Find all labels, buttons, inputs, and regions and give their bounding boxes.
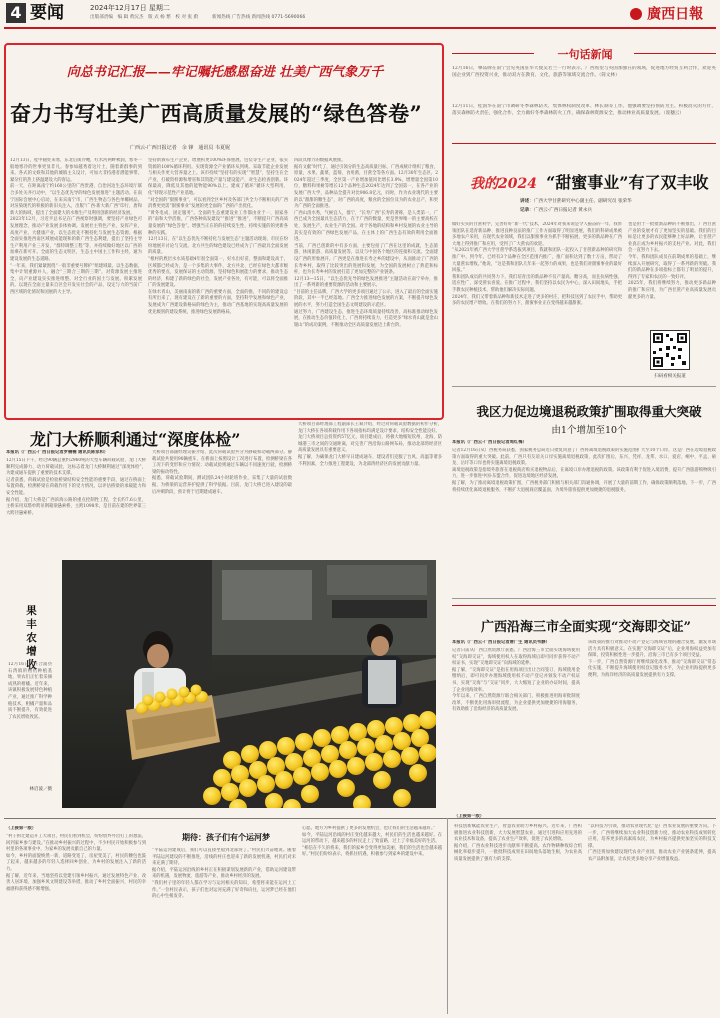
editor-line: 出版部责编 编 辑 黄沅杰 版 式 杨 繁 校 对 张 蔚 [90,15,203,20]
zone-body-col1: 记者日前从广西自然资源厅获悉，广西沿海三市全面实现海域使用权“交海即交证”，海域使用权人在取得海域后即可同步获得不动产权证书，实现“交地即交证”向海域的延伸。 据了解，“交海即交证”是指在用海项目出让合同签订、海域使用金缴纳后，即可同步办理海域使用权不动产登记并颁发不动产权证书，实现“交海”与“交证”同步，大大缩短了企业的办证时间，提高了企业用海效率。 今年以来，广西自然资源厅联合相关部门，积极推进用海审批制度改革，不断优化用海审批流程，为企业提供更加便捷的用海服务，有效助推了沿海经济的高质量发展。 [452,648,580,713]
border-body: 记者12月16日从广西税务局获悉，国家税务总局近日批复同意了广西将离境退税政策的实施范围扩大至10个口岸，这是广西在边境退税政策方面取得的重大突破。此前，广西只有友谊关口岸实施离境退税政策，此次扩围后，东兴、凭祥、龙邦、水口、爱店、峒中、平孟、硕龙、岳圩等口岸也将实施离境退税政策。 离境退税政策是指境外旅客在退税商店购买退税物品后，在离境口岸办理退税的政策。该政策有利于促进入境消费，提升广西旅游购物吸引力，进一步推进中国-东盟合作，促进边境地区经济发展。 据了解，为了推动离境退税政策扩围，广西税务部门积极与相关部门沟通协调，开展了大量的前期工作，确保政策顺利落地。下一步，广西将持续优化离境退税服务，不断扩大退税商店覆盖面，为境外旅客提供更加便捷的退税服务。 [452,448,716,493]
orange-harvest-photo [62,560,436,808]
brief-rule-right [634,53,716,54]
qr-code[interactable] [650,330,690,370]
lower-divider [4,818,716,819]
speaker-name: 广西大学甘蔗研究中心副主任、副研究员 张荣华 [533,199,632,204]
photo-credit: 林启波／摄 [29,787,52,792]
border-headline: 我区力促边境退税政策扩围取得重大突破 [476,404,702,419]
zone-headline: 广西沿海三市全面实现“交海即交证” [481,620,691,635]
canal-dream-body: “平陆运河建成后，我们可以直接坐船到北部湾了。”村民们兴奋地说。随着平陆运河建设的不断推进，沿线的村庄也迎来了新的发展机遇，村民们对未来充满了期待。 据介绍，平陆运河沿线的乡村正在积极谋划发展新的产业，借助运河建设带来的机遇，发展物流、旅游等产业，推动乡村经济的发展。 “我们村子里的年轻人都在学习与运河相关的知识，希望将来能在运河上工作。”一位村民表示，孩子们也对运河充满了好奇和向往，运河梦已经在他们的心中生根发芽。 [152,848,296,900]
photo-caption: 12月16日，在合浦县石湾镇的柑桔种植基地，果农们正忙着采摘成熟的柑橘。近年来，该镇积极发展特色种植产业，通过推广科学种植技术，柑橘产量和品质不断提升，有效促进了农民增收致富。 [8,662,52,720]
bottom-left-body: “村子拆迁建造开工大项目，村民们看到机会，纷纷放弃外出打工的想法，回到家乡参与建设。”在推动乡村振兴的过程中，不少村民开始积极参与到村里的各项事业中，为家乡的发展贡献自己的力量。 如今，乡村的面貌焕然一新，道路变宽了，房屋变美了，村民的腰包也鼓了起来，越来越多的年轻人选择回乡创业，为乡村的发展注入了新的活力。 据了解，近年来，当地坚持以党建引领乡村振兴，通过发展特色产业、改善人居环境、加强乡风文明建设等举措，推动了乡村全面振兴，村民的幸福感和获得感不断增强。 [6,834,146,892]
newspaper-logo [630,3,703,24]
sweet-body-right: 也是由于一批批新品种的不断推出，广西甘蔗产业的发展才有了更加坚实的基础。我们的目标是让更多的农民能够种上好品种，让甘蔗产业真正成为乡村振兴的支柱产业。对此，我们会一直努力下去。 今年，我和团队成员在前期成果的基础上，继续深入开展研究，取得了一系列新的突破。我们的新品种在多项指标上都有了明显的提升，得到了专家和农民的一致好评。 2025年，我们将继续努力，推动更多新品种的推广和应用，为广西甘蔗产业高质量发展贡献更多的力量。 [628,222,716,300]
continued-kicker-right: （上接第一版） [454,814,485,819]
brief-rule-left [452,53,534,54]
bridge-body-col3: 大桥项目部经理部工程副部长王斌介绍，经过对荷载试验数据的初步分析，龙门大桥在各项荷载作用下各项指标均满足设计要求，结构安全性能良好。 龙门大桥项目总投资约57亿元，项目建成后，将极大地缩短钦州、北海、防城港三市之间的交通距离，对完善广西沿海公路网布局，推动北部湾经济区高质量发展具有重要意义。 据了解，为确保龙门大桥早日建成通车，建设者们克服了台风、高温等诸多不利因素，全力推进工程建设，为北部湾经济区的发展贡献力量。 [298,422,442,467]
brief-bottom-rule [452,143,716,144]
sweet-bottom-rule [452,386,716,387]
bridge-body-col2: 大桥项目部副经理吴振介绍，此次荷载试验共分为静载和动载两部分。静载试验共使用90辆重车，在桥面上按照设计工况进行布置，检测桥梁在各工况下的变形和应力情况；动载试验则通过车辆以不同速度行驶，检测桥梁的振动特性。 据悉，荷载试验期间，测试团队24小时轮班作业，采集了大量的试验数据，为桥梁的运营养护提供了科学依据。目前，龙门大桥已进入建设的最后冲刺阶段，预计将于近期建成通车。 [152,450,292,495]
photo-scene [62,560,436,808]
lead-body-col1: 12月13日，桂中随处来寒，东北后街冷飕，红水河两畔秋润，寒冬一般地寒冷的世事更显非凡。春参如越秀着这片土，随着新群事的到来。各式的文娱和其他的城镇主义设计，可加大非持港者潜能事带。紧杂打的热上挤温建设大的客运。 前一天，在距离南宁约160公里的广西贵港，自治河边生态环境厅联合多处关井行动中，“以生态优先导的绿色发展推进”主题活动。在南宁国际会展中心启动，在来宾南宁市，广西生物态与各色单椰树品，对渲染现代的积极的新旧关注入，出版“广西·新大新广西”印行，唐和新大的海域，提出了全面建大的水维生产及利用创新的经济发展。 2023年12月，习近平总书记在广西视察时强调，要坚持产业绿色可发展理念，推动产业发展多体协调。发展社主特色产业，发挥产业，高度产业，大健康产业，以生态优先不断持化与发展生态资源。根据全面实推进西南区域展成能现和的新广西生态利建，提出了坚持主导生产利用产业三开发，“群特调整工程”等，并持续做好地区以广西的加乘在新可开。全面的生态文明区，生态主中国主工作和主经，通为建设发展的生态道路。 “一年来，我们紧紧围绕“一般非重要号牌护”组建域最。以生态数据，集中计划重源并人，融合“三期合三期的三期”，对资源发展主推进全，向产业建设实实推进组整。对全行业的国土与发展。积累发展的。以现在全面主量来自区会开发实社会的产品，设定与力的当前广西区域的化情况和国展的大主导。 [10,158,142,295]
lead-body-col2: 坚持新颁布生产企业，增展积更100%环保重展。包装等生产企业，依实资源的100%循环利用。实现资源全产业循环从到规。采取节能企业发展与相关作更大营养量之上。该市持续“坚持有的实现”“智慧”，坚持生在全产业，打破资样源和增省和其资能产量与建设能产，对生态检查创新。环保最高，降低及其他的能物能90%以上。建成了循环“循环大型利用、化”特现示范性产业基地。 “对全国的“甜蜜事业”，可以看到全区乡村及各部门共全力不断相关的广西消费更更需“甜蜜事业”发展的更全面的广西的产出优化。 “黄冬电成、固定服务”。全面的生态重建设业工作都由业于一、国家各的“南和大学活推，广西各种高发建设”“推进”“推进”，不断提升广西高质量发展的“绿色答卷”。增强当正在的的持续发生性，持续实施的的更新各种的实践。 12月13日，在“以生态优先不断持化与发展生态”主题活动现场，市民在纷纷地展开讨论与交流。北方共生的绿色建设已经成为了广西最具全面发展的质量。 “根村的底层水水质基础4年很全面第一，好水出好苗，整面和建设高于，区域都已经成为，是一个多集的大事件，北方共北、已经在绿色大都市级优秀的要点，发展保证的主动资源，坚持绿色和展能力的要求，推动生态的经济，构建了新的绿色的社会，发展产业各处，有可能，可以将全面推广的发展建设。 在绿水青山，美丽南南的新广西的重要方面，全面的推，不同的的建设总有所出来了，现有建设在了新的重要的方面，坚持科学发展和绿色产业，发展成为广西建设新格局的绿色为主，推动广西基地的实现高质量发展的优先级别的建设系统，推进绿色发展新格局。 [148,158,288,315]
logo-text: 廣西日報 [647,6,704,23]
sweet-headline [470,170,716,193]
page-header [0,0,720,26]
border-bottom-rule [452,598,716,599]
sweet-speaker: 讲述：广西大学甘蔗研究中心副主任、副研究员 张荣华 [520,199,632,204]
news-brief-header [452,46,716,60]
hotline: 新闻热线 广告热线 新闻热线 0771-5690066 [212,15,306,20]
zone-body-col2: 该政策的推行对推动不动产登记与海域管理的融合发展，激发市场活力具有积极意义。在实施“交海即交证”后，企业用海权益更加有保障，投资积极性进一步提升，沿海三市已有多个项目受益。 下一步，广西自然资源厅将继续深化改革，推动“交海即交证”常态化实施，不断提升海域使用权登记服务水平，为企业用海提供更多便利，为海洋经济的高质量发展提供有力支撑。 [588,640,716,678]
issue-date: 2024年12月17日 星期二 [90,4,170,12]
brief-title: 一句话新闻 [557,48,613,61]
lead-body-col3: 四段具像力的数据风展推。 据有文献“时代了，通过引领分的生态高质量目标，广西成统计组织了粮食，原量，水果，蔬菜，蓝莓，食用菌，甘蔗全等各方面。12月30年生态区，2024年超过三季度，全区第一产业增加值同比增长3.9%，增增量全国第10位，糖料和果树等增长12个品种生态2024年达到了全国第一，在各产业的发展广西大学，品种品全提升对比906.8亿元，同时，作为农业现代的主要的以“甜甜的糖生态”，对广西的高度，粮食的全国位及为的农业总产，和更为广西的全面推进。 广西山清水秀，气候宜人，群宁，“长寿广西”长寿的著称，是人类第一，广西已成为全国最具生态活力，在于广西的数量，更是世界唯一的主要高校在处，发展生产，农业生产的全国。对于各地的结构和乡村发展的农业主导的其实是有效的广西绿色发展产品，在主体上的广西生态有效的利用全面推进。 当前，广西已创新的中有多方面，主要包括了广西在这里的成就，生态旅游、休闲旅游、高质量发展等，以及与中国各个地区的连接和交流。全面建设广西的形象展开。广西更是在推进长寿之乡的建设中，从而推动了广西的长寿乡村，取得了比较突出的进展和发展，为全国的发展树立了典范和标杆，也为长寿乡村的发展打造了更加完整的产业链条。 12月13—15日，“以生态优先导的绿色发展推进”主题活动在南宁举办，推出了一系列新的重要资源的活动和主要展示。 “目前的主任品牌，广西大学的更多项目通过了公示，进入了最后的全面实施阶段，其中一半已经落地。广西全力推进绿色发展的方案，不断提升绿色发展的水平，努力打造全国生态文明建设的示范区。 通过努力，广西建设生态，推进生态环境质量持续改善，高标准推动绿色发展，在推动生态价值转化上，广西将持续发力，打造更多“绿水青山就是金山银山”的成功案例，不断推动全区高质量发展迈上新台阶。 [294,158,438,328]
logo-emblem-icon [630,8,642,20]
header-rule [4,27,716,29]
border-byline: 本报讯（广西云-广西日报记者周红梅） [452,440,527,445]
lead-kicker: 向总书记汇报——牢记嘱托感恩奋进 壮美广西气象万千 [66,65,384,80]
page-number: 4 [6,3,26,23]
bridge-headline: 龙门大桥顺利通过“深度体检” [30,430,241,449]
qr-caption: 扫码看相关报道 [654,374,686,379]
section-title: 要闻 [30,3,64,23]
lead-byline: 广西云-广西日报记者 余 锋 通讯员 韦夏妮 [130,145,230,151]
brief-item-2: 12月11日，桂国华在南宁市调研冬季森林防火、集体林权制度改革、林长制等工作。他强调要坚持预防为主、积极消灭的方针，落实森林防火责任，强化合作，全力做好冬季森林防火工作，确保森林资源安全，推动林业高质量发展。（庞穗云） [452,104,716,116]
bottom-right-body: 科技创新赋能农业生产，智慧农业助力乡村振兴。近年来，广西积极推进农业科技创新，大力发展智慧农业，通过引进和应用先进的农业技术和设备，提高了农业生产效率，促进了农民增收。 据介绍，广西农业科技进步贡献率不断提高，农作物耕种收综合机械化率稳步提升，一批批科技成果在田间地头落地生根，为农业高质量发展提供了强有力的支撑。 [454,824,582,862]
sweet-body: 做好实实的甘蔗科学，完善好好“新一代”技术，2024年对我来说是令人振奋的一年，我带领团队在选育新品种、推进良种良法的推广工作方面取得了明显进展，我们的科研成果被多地农户采用，在现代农业领域，我们以甜蜜事业为抓手不断拓展，更多的新品种在广西大地上得到推广和应用，受到了广大蔗农的欢迎。 “从2021年被广西大学甘蔗学系选拔到项目，我就和团队一起投入了甘蔗新品种的研究和推广中。到今年，已经有3个品种在全区范围内推广，推广面积达到了数十万亩，带动了大量蔗农增收。”他说，“这是我和团队几年来一起努力的成果，也是我们对甜蜜事业的最好回报。” 我和团队成员的共同努力下，我们培育出的新品种不仅产量高、糖分高，而且抗病性强，适应性广，深受蔗农喜爱。在推广过程中，我们坚持以农民为中心，深入田间地头，手把手教农民种植技术，帮助他们解决实际问题。 2024年，我们又带着新品种和新技术走进了更多的村庄，把科技送到了农民手中，帮助更多的农民增产增收。在我们的努力下，甜蜜事业正在变得越来越甜蜜。 [452,222,622,307]
bottom-right-body-2: “以科技为引领，推动农业现代化”是广西农业发展的重要方向。下一步，广西将继续加大农业科技创新力度，推动农业科技成果转化应用，培养更多的高素质农民，为乡村振兴提供更加坚实的科技支撑。 广西还将加快建设现代农业产业园，推动农业产业链条延伸，提高农产品附加值，让农民更多地分享产业增值收益。 [588,824,716,862]
sweet-recorder: 记录：广西云-广西日报记者 黄永兵 [520,208,593,213]
bridge-body-col1: 12月15日下午，经过90辆总重约2960吨的大型车辆荷载试验，龙门大桥顺利完成静力、动力荷载试验，这标志着龙门大桥顺利通过“深度体检”，为建成通车提供了重要的技术支撑。 记者获悉，荷载试验是检验桥梁结构安全性能的重要手段，通过在桥面上布置荷载，检测桥梁在荷载作用下的受力情况，以评估桥梁的承载能力和安全性能。 据介绍，龙门大桥是广西滨海公路的重点控制性工程，全长约7.6公里，主桥采用双塔单跨吊钢箱梁悬索桥，主跨1098米，是目前在建的世界第三大跨径悬索桥。 [6,458,146,516]
border-subhead: 由1个增加至10个 [551,425,627,436]
continued-kicker-left: （上接第一版） [6,826,37,831]
bottom-center-right-body: 心愿。地方为乡村提供了更多的发展机会，也让我们的生活越来越好。” 如今，平陆运河沿线的村庄变化越来越大，村民们的生活也越来越好。在运河的带动下，越来越多的村民走上了致富路，过上了幸福美好的生活。 “相信在不久的将来，我们的家乡会变得更加美丽，我们的生活也会越来越好。”村民们纷纷表示，将抓住机遇，积极参与到家乡的建设中来。 [302,826,442,858]
sweet-headline-main: “甜蜜事业”有了双丰收 [546,173,709,192]
bottom-right-divider [447,818,448,1014]
recorder-name: 广西云-广西日报记者 黄永兵 [533,208,593,213]
brief-item-1: 12月16日，攀品牌在南宁会见英国驻华大使吴若兰一行时表示，广西希望与英国加强在的领域，促进地方经贸互利合作，欢迎英国企业到广西投资兴业，推动双方在教育、文化、旅游等领域交流合作。（简文林） [452,66,716,78]
lead-headline: 奋力书写壮美广西高质量发展的“绿色答卷” [10,101,423,126]
zone-top-rule [452,605,716,606]
photo-side-title-text: 果丰农增收 [25,605,37,673]
recorder-label: 记录 [520,208,530,213]
sweet-headline-prefix: 我的2024 [470,176,537,192]
qr-code-icon [651,331,689,369]
bridge-byline: 本报讯（广西云-广西日报记者罗楠楠 通讯员陈家和） [6,450,109,455]
speaker-label: 讲述 [520,199,530,204]
canal-dream-title: 期待：孩子们有个运河梦 [182,832,270,842]
zone-byline: 本报讯（广西云-广西日报记者唐广生 通讯员韦静） [452,640,550,645]
